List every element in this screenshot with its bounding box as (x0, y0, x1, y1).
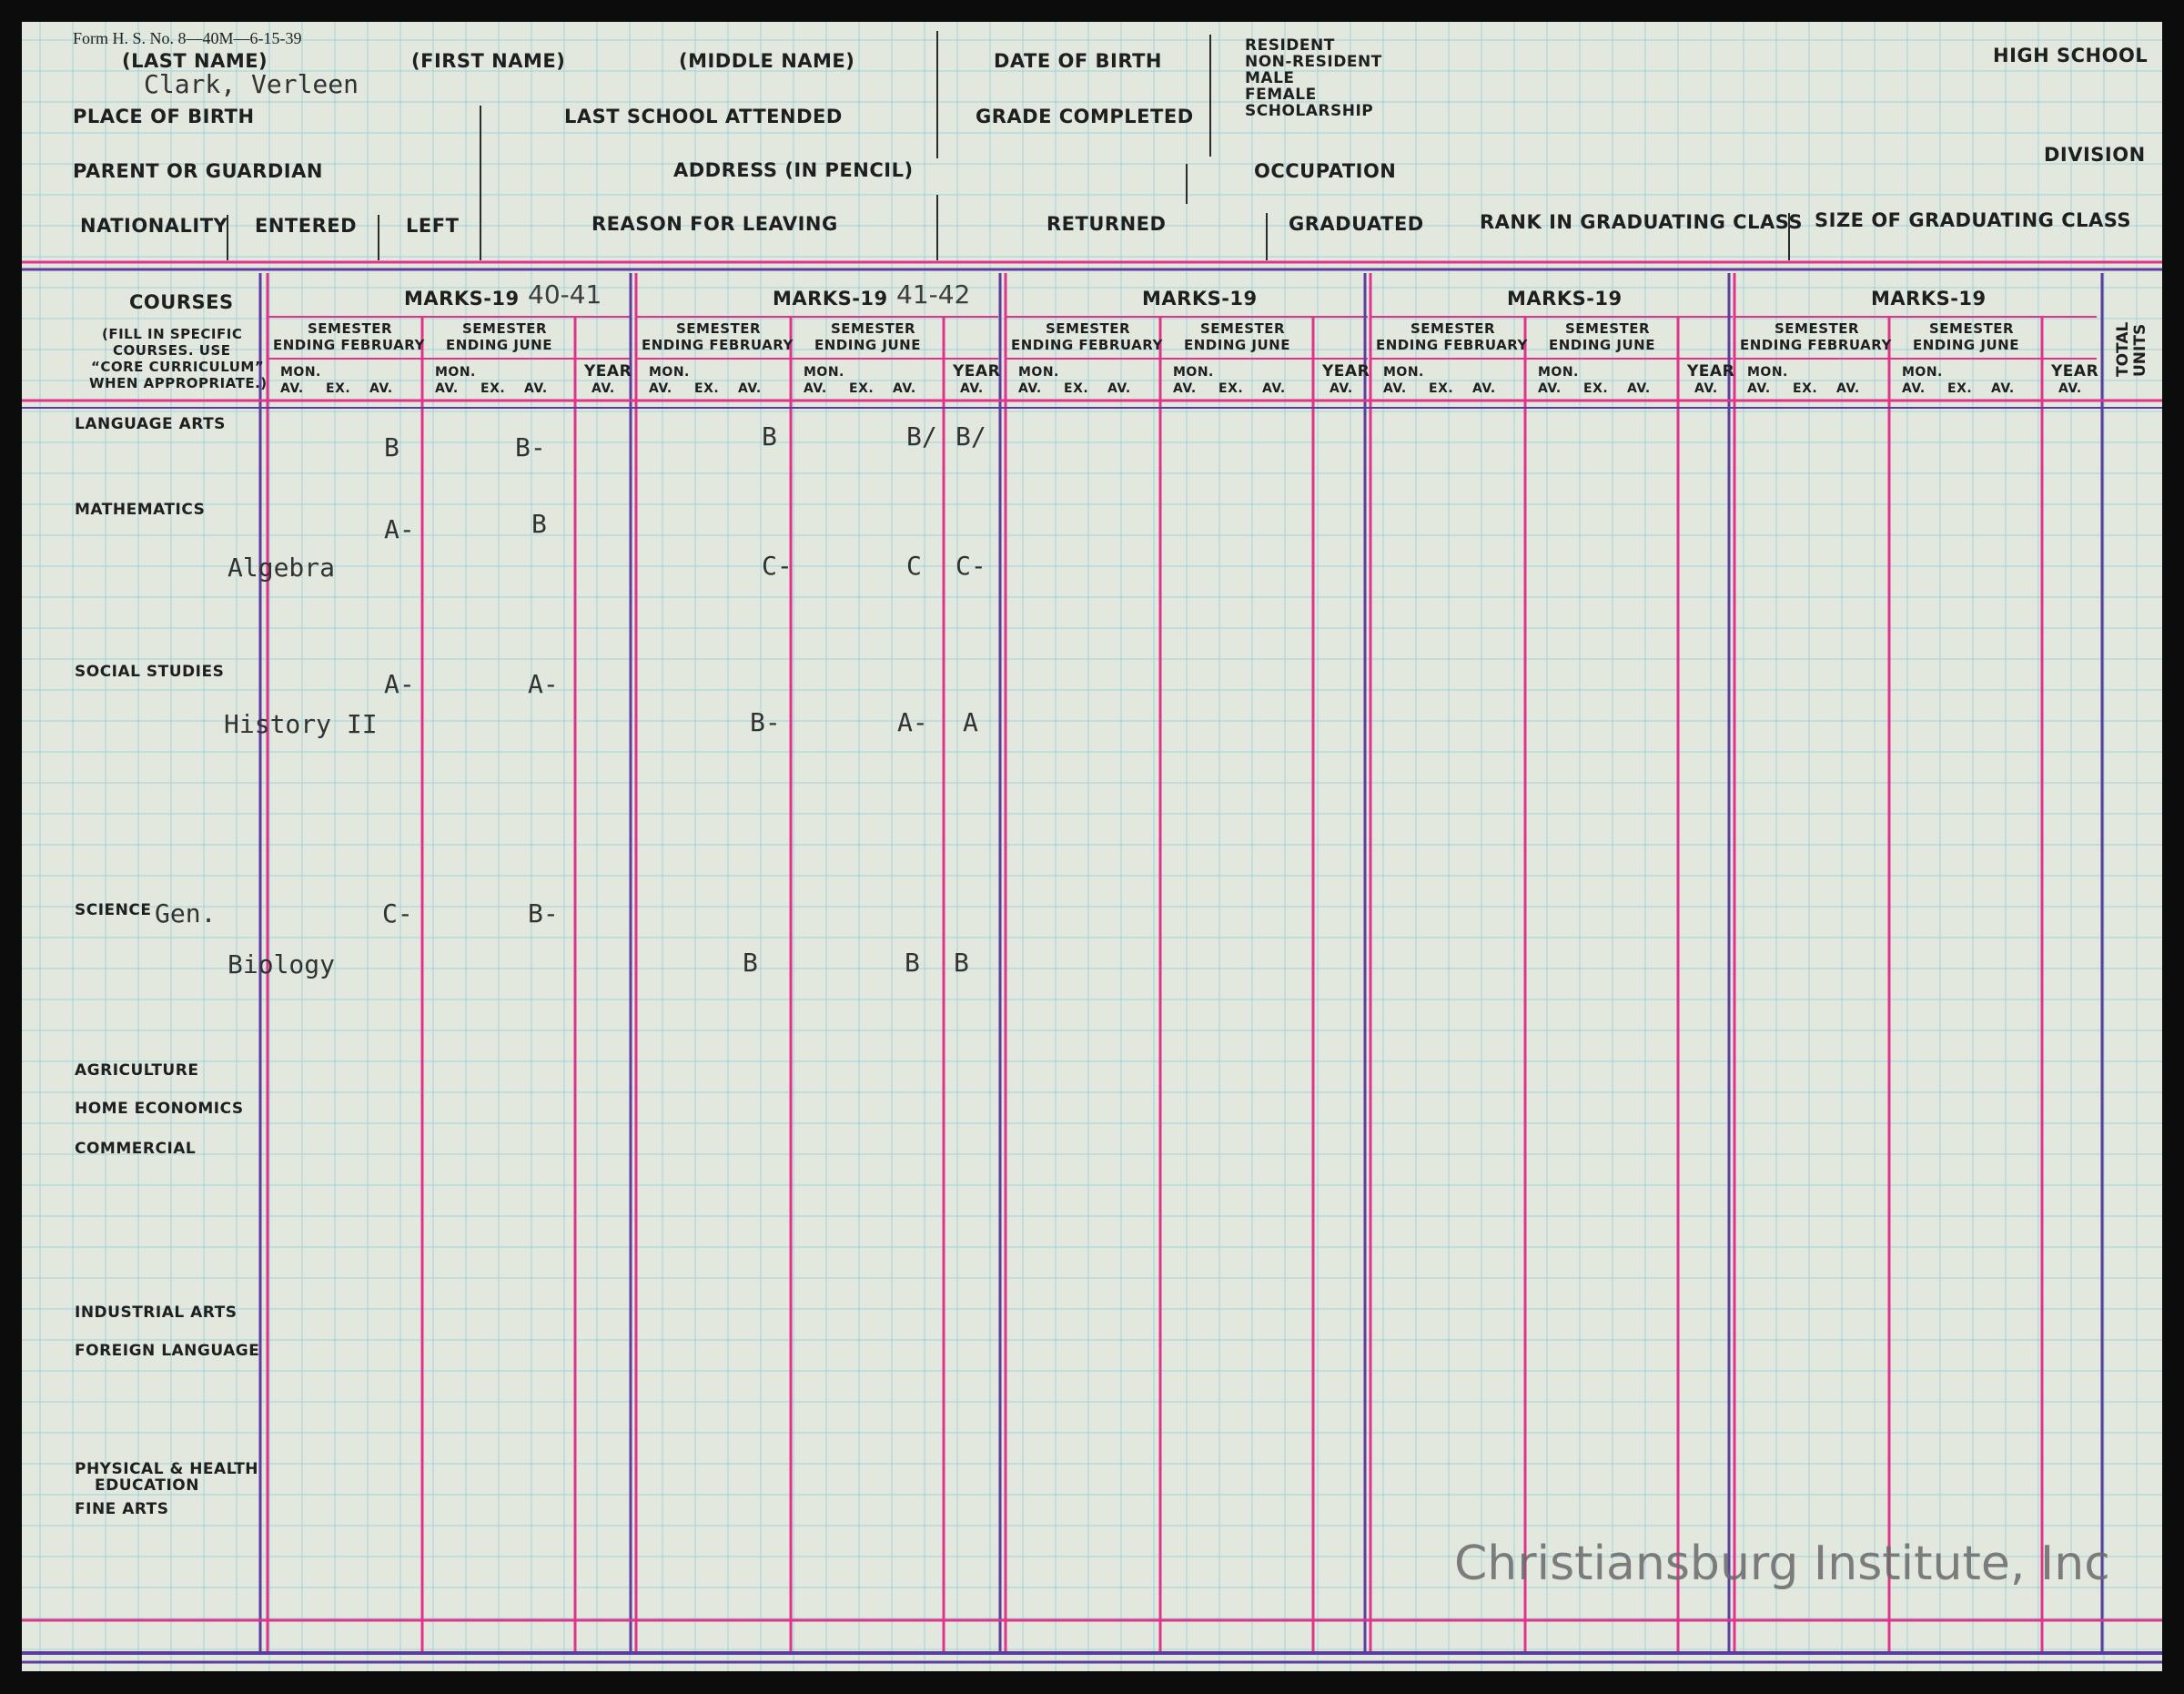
mark-history-feb-2: B- (750, 707, 781, 737)
mon-june-4: MON. (1538, 365, 1579, 380)
av-feb-4: AV. (1472, 381, 1496, 396)
marks-label-1: MARKS-19 (404, 288, 520, 309)
mon-feb-5: MON. (1747, 365, 1788, 380)
total-units-label (2115, 322, 2149, 377)
mon-av-june-1: AV. (435, 381, 459, 396)
mon-av-feb-4: AV. (1383, 381, 1407, 396)
occupation-label: OCCUPATION (1254, 160, 1397, 182)
place-of-birth-label: PLACE OF BIRTH (73, 106, 255, 127)
sem-feb-title-4: SEMESTER (1410, 320, 1496, 337)
sem-feb-title-5: SEMESTER (1774, 320, 1860, 337)
mon-av-feb-3: AV. (1018, 381, 1042, 396)
ex-june-5: EX. (1947, 381, 1973, 396)
sem-june-title-5: SEMESTER (1929, 320, 2015, 337)
sem-june-ending-2: ENDING JUNE (814, 337, 921, 353)
sem-feb-ending-2: ENDING FEBRUARY (642, 337, 794, 353)
mon-av-june-3: AV. (1173, 381, 1197, 396)
category-physical-health: PHYSICAL & HEALTH (75, 1460, 259, 1478)
mark-algebra-feb-2: C- (762, 551, 793, 581)
mon-av-june-5: AV. (1902, 381, 1926, 396)
left-label: LEFT (406, 215, 460, 237)
mark-math-jun-1: B (531, 509, 547, 539)
av-feb-2: AV. (738, 381, 762, 396)
mark-biology-year-2: B (954, 948, 969, 978)
ruled-grid (22, 22, 2162, 1671)
high-school-label: HIGH SCHOOL (1993, 45, 2149, 66)
category-home-economics: HOME ECONOMICS (75, 1100, 244, 1118)
mon-feb-4: MON. (1383, 365, 1424, 380)
last-school-label: LAST SCHOOL ATTENDED (564, 106, 843, 127)
mon-june-3: MON. (1173, 365, 1214, 380)
entered-label: ENTERED (255, 215, 358, 237)
category-industrial-arts: INDUSTRIAL ARTS (75, 1303, 238, 1322)
marks-label-3: MARKS-19 (1142, 288, 1258, 309)
av-june-3: AV. (1262, 381, 1286, 396)
ex-june-4: EX. (1583, 381, 1609, 396)
year-label-4: YEAR (1687, 362, 1735, 380)
mark-algebra-jun-2: C (906, 551, 922, 581)
last-name-label: (LAST NAME) (122, 50, 268, 72)
watermark: Christiansburg Institute, Inc (1454, 1537, 2110, 1591)
date-of-birth-label: DATE OF BIRTH (994, 50, 1162, 72)
category-language-arts: LANGUAGE ARTS (75, 415, 226, 433)
units-label: UNITS (2130, 323, 2149, 377)
mark-language-jun-2: B/ (906, 421, 937, 451)
year-av-5: AV. (2058, 381, 2082, 396)
male-label: MALE (1245, 69, 1295, 87)
mark-algebra-year-2: C- (956, 551, 986, 581)
non-resident-label: NON-RESIDENT (1245, 53, 1382, 71)
courses-note-1: (FILL IN SPECIFIC (102, 326, 243, 342)
category-science: SCIENCE (75, 901, 152, 919)
marks-label-4: MARKS-19 (1507, 288, 1623, 309)
sem-june-title-4: SEMESTER (1565, 320, 1651, 337)
form-number: Form H. S. No. 8—40M—6-15-39 (73, 29, 302, 47)
mon-june-2: MON. (804, 365, 844, 380)
mark-math-feb-1: A- (384, 514, 415, 544)
category-mathematics: MATHEMATICS (75, 501, 206, 519)
mon-feb-1: MON. (280, 365, 321, 380)
mark-science-jun-1: B- (528, 898, 559, 928)
course-biology: Biology (228, 949, 336, 979)
marks-label-5: MARKS-19 (1871, 288, 1987, 309)
mark-language-feb-1: B (384, 432, 399, 462)
size-label: SIZE OF GRADUATING CLASS (1815, 209, 2132, 231)
mon-feb-3: MON. (1018, 365, 1059, 380)
course-history: History II (224, 709, 378, 739)
ex-june-1: EX. (480, 381, 506, 396)
ex-june-3: EX. (1218, 381, 1244, 396)
sem-feb-ending-1: ENDING FEBRUARY (273, 337, 425, 353)
address-label: ADDRESS (IN PENCIL) (673, 159, 914, 181)
middle-name-label: (MIDDLE NAME) (679, 50, 855, 72)
year-av-2: AV. (960, 381, 984, 396)
mark-language-jun-1: B- (515, 432, 546, 462)
first-name-label: (FIRST NAME) (411, 50, 566, 72)
returned-label: RETURNED (1046, 213, 1167, 235)
av-june-4: AV. (1627, 381, 1651, 396)
category-fine-arts: FINE ARTS (75, 1500, 169, 1518)
sem-june-ending-5: ENDING JUNE (1913, 337, 2019, 353)
mon-av-feb-5: AV. (1747, 381, 1771, 396)
av-feb-5: AV. (1836, 381, 1860, 396)
rank-label: RANK IN GRADUATING CLASS (1480, 211, 1804, 233)
block-year-1: 40-41 (528, 279, 602, 309)
sem-june-ending-3: ENDING JUNE (1184, 337, 1290, 353)
mark-social-jun-1: A- (528, 669, 559, 699)
category-agriculture: AGRICULTURE (75, 1061, 199, 1080)
sem-feb-title-2: SEMESTER (676, 320, 762, 337)
sem-june-ending-4: ENDING JUNE (1549, 337, 1655, 353)
sem-feb-title-3: SEMESTER (1046, 320, 1131, 337)
marks-label-2: MARKS-19 (773, 288, 888, 309)
ex-feb-5: EX. (1793, 381, 1818, 396)
mon-feb-2: MON. (649, 365, 690, 380)
year-label-3: YEAR (1322, 362, 1370, 380)
nationality-label: NATIONALITY (80, 215, 228, 237)
mark-social-feb-1: A- (384, 669, 415, 699)
course-algebra: Algebra (228, 553, 336, 583)
sem-feb-title-1: SEMESTER (308, 320, 393, 337)
category-education: EDUCATION (95, 1476, 199, 1495)
mark-history-year-2: A (963, 707, 978, 737)
category-foreign-language: FOREIGN LANGUAGE (75, 1342, 260, 1360)
reason-label: REASON FOR LEAVING (592, 213, 838, 235)
parent-label: PARENT OR GUARDIAN (73, 160, 323, 182)
sem-june-title-2: SEMESTER (831, 320, 916, 337)
year-av-3: AV. (1330, 381, 1353, 396)
resident-label: RESIDENT (1245, 36, 1335, 55)
ex-feb-4: EX. (1429, 381, 1454, 396)
av-june-1: AV. (524, 381, 548, 396)
female-label: FEMALE (1245, 86, 1317, 104)
av-june-2: AV. (893, 381, 916, 396)
mon-june-1: MON. (435, 365, 476, 380)
mark-language-feb-2: B (762, 421, 777, 451)
grade-completed-label: GRADE COMPLETED (976, 106, 1194, 127)
sem-june-title-1: SEMESTER (462, 320, 548, 337)
av-june-5: AV. (1991, 381, 2015, 396)
ex-feb-2: EX. (694, 381, 720, 396)
mon-june-5: MON. (1902, 365, 1943, 380)
student-name: Clark, Verleen (144, 69, 359, 99)
mon-av-feb-1: AV. (280, 381, 304, 396)
mon-av-feb-2: AV. (649, 381, 672, 396)
total-label: TOTAL (2114, 321, 2132, 377)
courses-note-3: “CORE CURRICULUM” (91, 359, 265, 375)
ex-feb-3: EX. (1064, 381, 1089, 396)
mark-history-jun-2: A- (897, 707, 928, 737)
scholarship-label: SCHOLARSHIP (1245, 102, 1374, 120)
mark-science-feb-1: C- (382, 898, 413, 928)
block-year-2: 41-42 (896, 279, 971, 309)
transcript-card (22, 22, 2162, 1671)
year-av-4: AV. (1694, 381, 1718, 396)
ex-june-2: EX. (849, 381, 875, 396)
year-av-1: AV. (592, 381, 615, 396)
category-social-studies: SOCIAL STUDIES (75, 663, 225, 681)
av-feb-1: AV. (369, 381, 393, 396)
mark-biology-jun-2: B (905, 948, 920, 978)
category-commercial: COMMERCIAL (75, 1140, 197, 1158)
mon-av-june-2: AV. (804, 381, 827, 396)
year-label-5: YEAR (2051, 362, 2099, 380)
sem-feb-ending-4: ENDING FEBRUARY (1376, 337, 1528, 353)
year-label-2: YEAR (953, 362, 1001, 380)
course-science-gen: Gen. (155, 898, 217, 928)
mark-biology-feb-2: B (743, 948, 758, 978)
courses-note-4: WHEN APPROPRIATE.) (89, 375, 268, 391)
sem-june-title-3: SEMESTER (1200, 320, 1286, 337)
sem-feb-ending-5: ENDING FEBRUARY (1740, 337, 1892, 353)
av-feb-3: AV. (1107, 381, 1131, 396)
year-label-1: YEAR (584, 362, 632, 380)
courses-label: COURSES (129, 291, 234, 313)
courses-note-2: COURSES. USE (113, 342, 231, 359)
sem-feb-ending-3: ENDING FEBRUARY (1011, 337, 1163, 353)
mark-language-year-2: B/ (956, 421, 986, 451)
division-label: DIVISION (2044, 144, 2146, 166)
mon-av-june-4: AV. (1538, 381, 1562, 396)
graduated-label: GRADUATED (1289, 213, 1424, 235)
ex-feb-1: EX. (326, 381, 351, 396)
sem-june-ending-1: ENDING JUNE (446, 337, 552, 353)
